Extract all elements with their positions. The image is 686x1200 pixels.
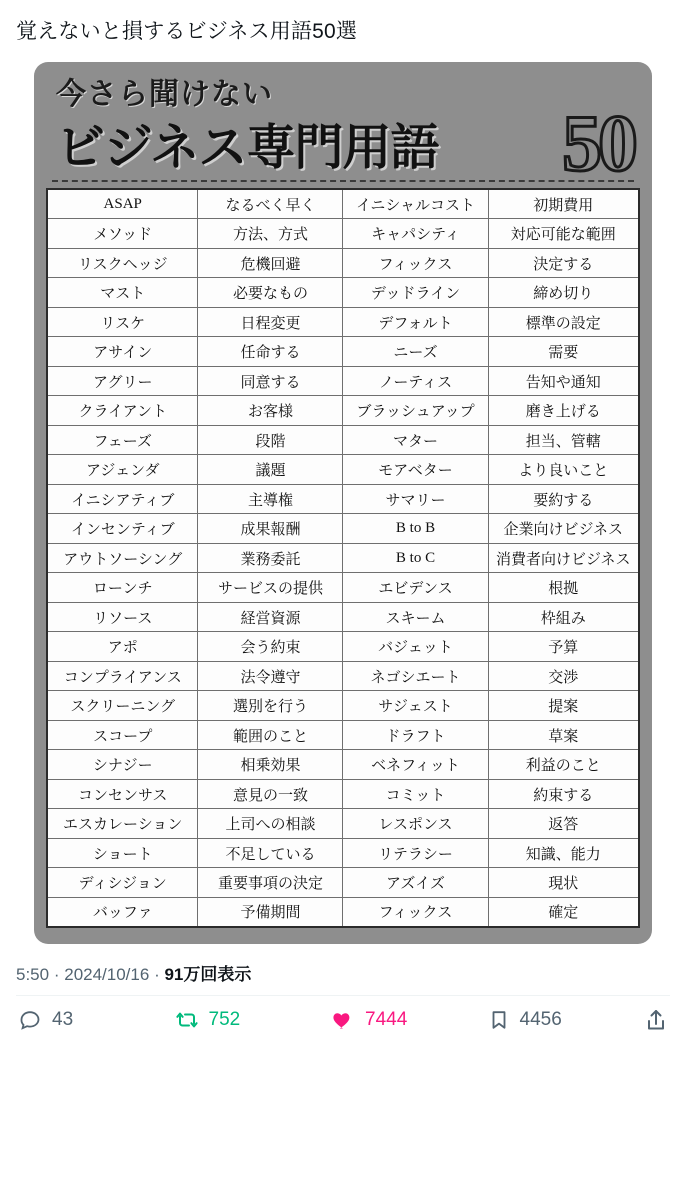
term-cell: ローンチ (47, 573, 198, 603)
terms-table (46, 188, 640, 928)
meaning-cell: 法令遵守 (198, 661, 343, 691)
term-cell: ノーティス (343, 366, 488, 396)
term-cell: ニーズ (343, 337, 488, 367)
table-row (47, 720, 639, 750)
post-text: 覚えないと損するビジネス用語50選 (16, 20, 358, 43)
reply-icon (18, 1008, 42, 1032)
heart-icon (331, 1008, 355, 1032)
meaning-cell: 利益のこと (488, 750, 639, 780)
reply-button[interactable] (18, 1008, 175, 1032)
term-cell: ディシジョン (47, 868, 198, 898)
table-row (47, 632, 639, 662)
bookmark-count: 4456 (519, 1008, 562, 1030)
term-cell: インセンティブ (47, 514, 198, 544)
table-row (47, 396, 639, 426)
meaning-cell: 対応可能な範囲 (488, 219, 639, 249)
meaning-cell: 任命する (198, 337, 343, 367)
meaning-cell: 範囲のこと (198, 720, 343, 750)
meaning-cell: 根拠 (488, 573, 639, 603)
meaning-cell: 要約する (488, 484, 639, 514)
table-row (47, 278, 639, 308)
meaning-cell: 同意する (198, 366, 343, 396)
table-row (47, 779, 639, 809)
term-cell: アウトソーシング (47, 543, 198, 573)
like-button[interactable] (331, 1008, 488, 1032)
meaning-cell: 草案 (488, 720, 639, 750)
meaning-cell: 需要 (488, 337, 639, 367)
term-cell: アズイズ (343, 868, 488, 898)
retweet-icon (175, 1008, 199, 1032)
table-row (47, 838, 639, 868)
term-cell: ショート (47, 838, 198, 868)
headline-big: ビジネス専門用語 (56, 120, 439, 176)
term-cell: マスト (47, 278, 198, 308)
post-image-container[interactable] (0, 56, 686, 944)
meaning-cell: より良いこと (488, 455, 639, 485)
term-cell: フィックス (343, 248, 488, 278)
meaning-cell: 意見の一致 (198, 779, 343, 809)
term-cell: サジェスト (343, 691, 488, 721)
meaning-cell: 業務委託 (198, 543, 343, 573)
meaning-cell: 上司への相談 (198, 809, 343, 839)
term-cell: スクリーニング (47, 691, 198, 721)
meaning-cell: サービスの提供 (198, 573, 343, 603)
term-cell: イニシアティブ (47, 484, 198, 514)
meta-separator-1: · (53, 964, 60, 984)
table-row (47, 750, 639, 780)
term-cell: リテラシー (343, 838, 488, 868)
term-cell: レスポンス (343, 809, 488, 839)
post-date: 2024/10/16 (64, 964, 150, 984)
meaning-cell: 磨き上げる (488, 396, 639, 426)
bookmark-icon (488, 1009, 510, 1031)
term-cell: リソース (47, 602, 198, 632)
table-row (47, 691, 639, 721)
meaning-cell: 経営資源 (198, 602, 343, 632)
term-cell: キャパシティ (343, 219, 488, 249)
term-cell: クライアント (47, 396, 198, 426)
meaning-cell: 段階 (198, 425, 343, 455)
meaning-cell: 相乗効果 (198, 750, 343, 780)
post-time: 5:50 (16, 964, 50, 984)
meaning-cell: 消費者向けビジネス (488, 543, 639, 573)
meaning-cell: 標準の設定 (488, 307, 639, 337)
meaning-cell: 成果報酬 (198, 514, 343, 544)
meaning-cell: 現状 (488, 868, 639, 898)
table-row (47, 455, 639, 485)
term-cell: エビデンス (343, 573, 488, 603)
share-icon (644, 1008, 668, 1032)
term-cell: スコープ (47, 720, 198, 750)
headline-row (56, 100, 634, 189)
table-row (47, 219, 639, 249)
term-cell: リスクヘッジ (47, 248, 198, 278)
term-cell: スキーム (343, 602, 488, 632)
meaning-cell: 選別を行う (198, 691, 343, 721)
term-cell: ドラフト (343, 720, 488, 750)
table-row (47, 514, 639, 544)
table-row (47, 189, 639, 219)
meaning-cell: 枠組み (488, 602, 639, 632)
term-cell: アサイン (47, 337, 198, 367)
term-cell: メソッド (47, 219, 198, 249)
term-cell: シナジー (47, 750, 198, 780)
meaning-cell: 交渉 (488, 661, 639, 691)
like-count: 7444 (365, 1008, 408, 1030)
term-cell: アグリー (47, 366, 198, 396)
share-button[interactable] (644, 1008, 668, 1032)
table-row (47, 484, 639, 514)
term-cell: ネゴシエート (343, 661, 488, 691)
table-row (47, 307, 639, 337)
table-row (47, 897, 639, 927)
meaning-cell: 確定 (488, 897, 639, 927)
meaning-cell: 返答 (488, 809, 639, 839)
meaning-cell: 議題 (198, 455, 343, 485)
table-row (47, 543, 639, 573)
meaning-cell: 締め切り (488, 278, 639, 308)
meaning-cell: 企業向けビジネス (488, 514, 639, 544)
meaning-cell: 決定する (488, 248, 639, 278)
infographic-header (46, 76, 640, 189)
meaning-cell: 初期費用 (488, 189, 639, 219)
reply-count: 43 (52, 1008, 74, 1030)
table-row (47, 661, 639, 691)
post-meta (0, 944, 686, 991)
term-cell: フィックス (343, 897, 488, 927)
table-row (47, 248, 639, 278)
term-cell: モアベター (343, 455, 488, 485)
meaning-cell: 告知や通知 (488, 366, 639, 396)
meaning-cell: 予算 (488, 632, 639, 662)
meta-separator-2: · (154, 964, 160, 984)
headline-small: 今さら聞けない (56, 78, 273, 112)
meaning-cell: 主導権 (198, 484, 343, 514)
retweet-button[interactable] (175, 1008, 332, 1032)
term-cell: B to C (343, 543, 488, 573)
table-row (47, 337, 639, 367)
meaning-cell: 会う約束 (198, 632, 343, 662)
term-cell: イニシャルコスト (343, 189, 488, 219)
table-row (47, 573, 639, 603)
table-row (47, 809, 639, 839)
meaning-cell: 担当、管轄 (488, 425, 639, 455)
term-cell: アジェンダ (47, 455, 198, 485)
term-cell: コミット (343, 779, 488, 809)
meaning-cell: 不足している (198, 838, 343, 868)
retweet-count: 752 (208, 1008, 241, 1030)
term-cell: フェーズ (47, 425, 198, 455)
business-terms-infographic[interactable] (34, 62, 652, 944)
meaning-cell: 約束する (488, 779, 639, 809)
divider-dashed (52, 180, 634, 182)
headline-number: 50 (562, 100, 634, 189)
view-count: 91万回表示 (164, 964, 252, 984)
table-row (47, 425, 639, 455)
term-cell: リスケ (47, 307, 198, 337)
term-cell: ブラッシュアップ (343, 396, 488, 426)
term-cell: デフォルト (343, 307, 488, 337)
meaning-cell: お客様 (198, 396, 343, 426)
term-cell: ASAP (47, 189, 198, 219)
table-row (47, 366, 639, 396)
meaning-cell: 提案 (488, 691, 639, 721)
meaning-cell: 予備期間 (198, 897, 343, 927)
meaning-cell: 重要事項の決定 (198, 868, 343, 898)
meaning-cell: 必要なもの (198, 278, 343, 308)
bookmark-button[interactable] (488, 1009, 645, 1031)
term-cell: コンセンサス (47, 779, 198, 809)
term-cell: バジェット (343, 632, 488, 662)
term-cell: アポ (47, 632, 198, 662)
term-cell: エスカレーション (47, 809, 198, 839)
action-bar (0, 996, 686, 1046)
term-cell: マター (343, 425, 488, 455)
meaning-cell: なるべく早く (198, 189, 343, 219)
term-cell: コンプライアンス (47, 661, 198, 691)
meaning-cell: 方法、方式 (198, 219, 343, 249)
term-cell: サマリー (343, 484, 488, 514)
meaning-cell: 日程変更 (198, 307, 343, 337)
meaning-cell: 知識、能力 (488, 838, 639, 868)
table-row (47, 868, 639, 898)
table-row (47, 602, 639, 632)
term-cell: B to B (343, 514, 488, 544)
meaning-cell: 危機回避 (198, 248, 343, 278)
term-cell: バッファ (47, 897, 198, 927)
term-cell: ベネフィット (343, 750, 488, 780)
term-cell: デッドライン (343, 278, 488, 308)
